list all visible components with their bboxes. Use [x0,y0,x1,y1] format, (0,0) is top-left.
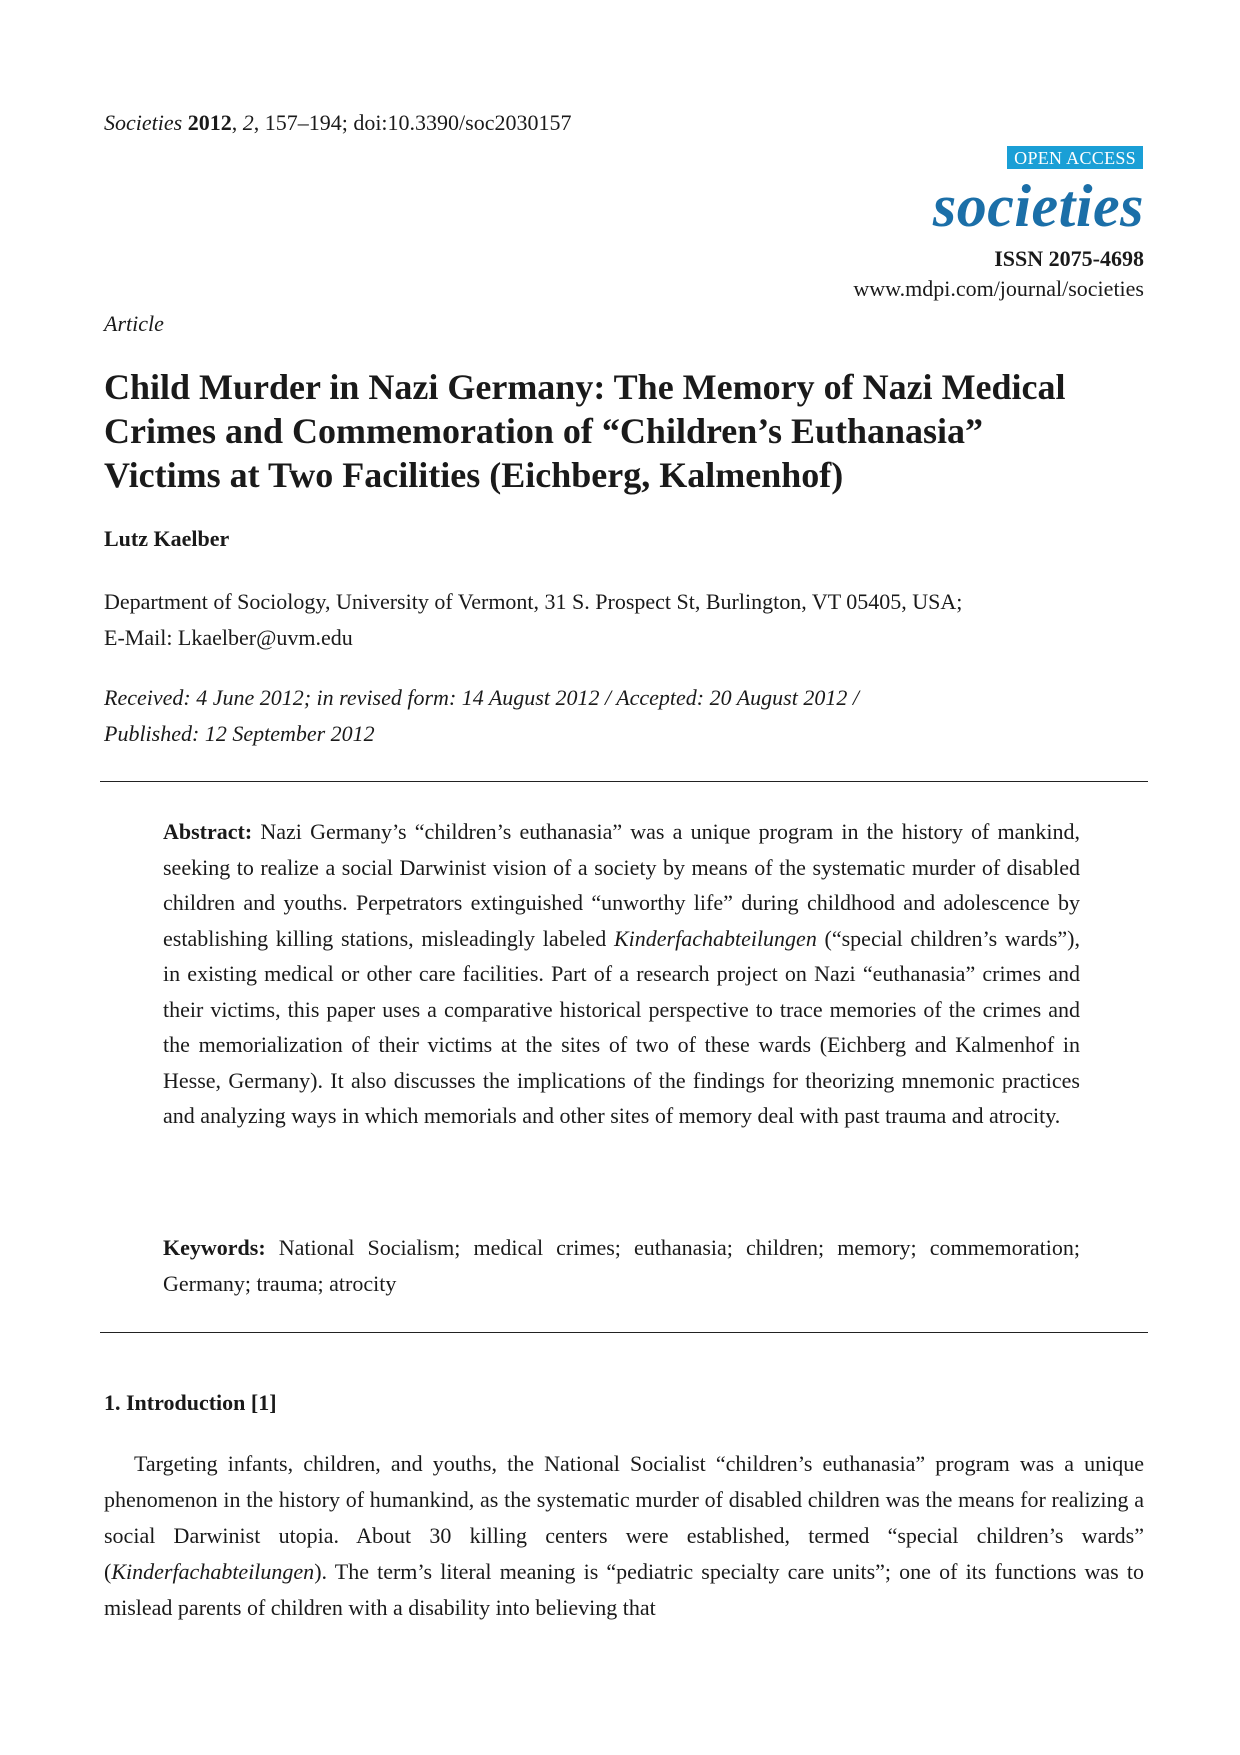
bottom-divider [100,1332,1148,1333]
title-line: Crimes and Commemoration of “Children’s Euthanasia” [104,411,984,451]
publication-dates [104,680,859,752]
dates-line: Received: 4 June 2012; in revised form: 14 August 2012 / Accepted: 20 August 2012 / [104,685,859,710]
author-name: Lutz Kaelber [104,526,230,551]
abstract-text: Nazi Germany’s “children’s euthanasia” was a unique program in the history of mankind, seeking to realize a social Darwinist vision of a society by means of the systematic murder of disabled children and youths. Perpetrators extinguished “unworthy life” during childhood and adolescence by establishing killing stations, misleadingly labeled [163,819,1080,951]
dates-line: Published: 12 September 2012 [104,721,375,746]
title-line: Child Murder in Nazi Germany: The Memory of Nazi Medical [104,367,1066,407]
article-title [104,365,1144,497]
affiliation-line: Department of Sociology, University of Vermont, 31 S. Prospect St, Burlington, VT 05405, USA; [104,589,963,614]
citation-line: Societies 2012, 2, 157–194; doi:10.3390/soc2030157 [104,110,572,135]
issn: ISSN 2075-4698 [994,246,1144,271]
abstract-text: (“special children’s wards”), in existing medical or other care facilities. Part of a research project on Nazi “euthanasia” crimes and their victims, this paper uses a comparative historical perspective to trace memories of the crimes and the memorialization of their victims at the sites of two of these wards (Eichberg and Kalmenhof in Hesse, Germany). It also discusses the implications of the findings for theorizing mnemonic practices and analyzing ways in which memorials and other sites of memory deal with past trauma and atrocity. [163,925,1080,1128]
keywords [163,1230,1080,1301]
keywords-label: Keywords: [163,1235,266,1260]
section-heading-introduction [104,1390,277,1416]
section-heading-text: 1. Introduction [1] [104,1390,277,1415]
journal-logo: societies [932,173,1144,239]
introduction-paragraph [104,1446,1144,1626]
abstract [163,814,1080,1134]
title-line: Victims at Two Facilities (Eichberg, Kalmenhof) [104,455,844,495]
citation-year: 2012 [187,110,232,135]
introduction-term: Kinderfachabteilungen [111,1559,315,1584]
affiliation [104,584,962,656]
open-access-badge: OPEN ACCESS [1007,146,1143,169]
citation-pages-doi[interactable]: , 157–194; doi:10.3390/soc2030157 [253,110,572,135]
abstract-label: Abstract: [163,819,253,844]
citation-volume: 2 [242,110,254,135]
journal-url-link[interactable]: www.mdpi.com/journal/societies [853,276,1144,301]
abstract-term: Kinderfachabteilungen [613,925,817,951]
introduction-text: ). The term’s literal meaning is “pediatric specialty care units”; one of its functions was to mislead parents of children with a disability into believing that [104,1559,1144,1620]
keywords-text: National Socialism; medical crimes; euthanasia; children; memory; commemoration; Germany; trauma; atrocity [163,1235,1080,1296]
affiliation-email[interactable]: E-Mail: Lkaelber@uvm.edu [104,625,353,650]
introduction-text: Targeting infants, children, and youths, the National Socialist “children’s euthanasia” program was a unique phenomenon in the history of humankind, as the systematic murder of disabled children was the means for realizing a social Darwinist utopia. About 30 killing centers were established, termed “special children’s wards” ( [104,1451,1144,1584]
article-type: Article [104,311,164,336]
top-divider [100,781,1148,782]
citation-journal: Societies [104,110,183,135]
